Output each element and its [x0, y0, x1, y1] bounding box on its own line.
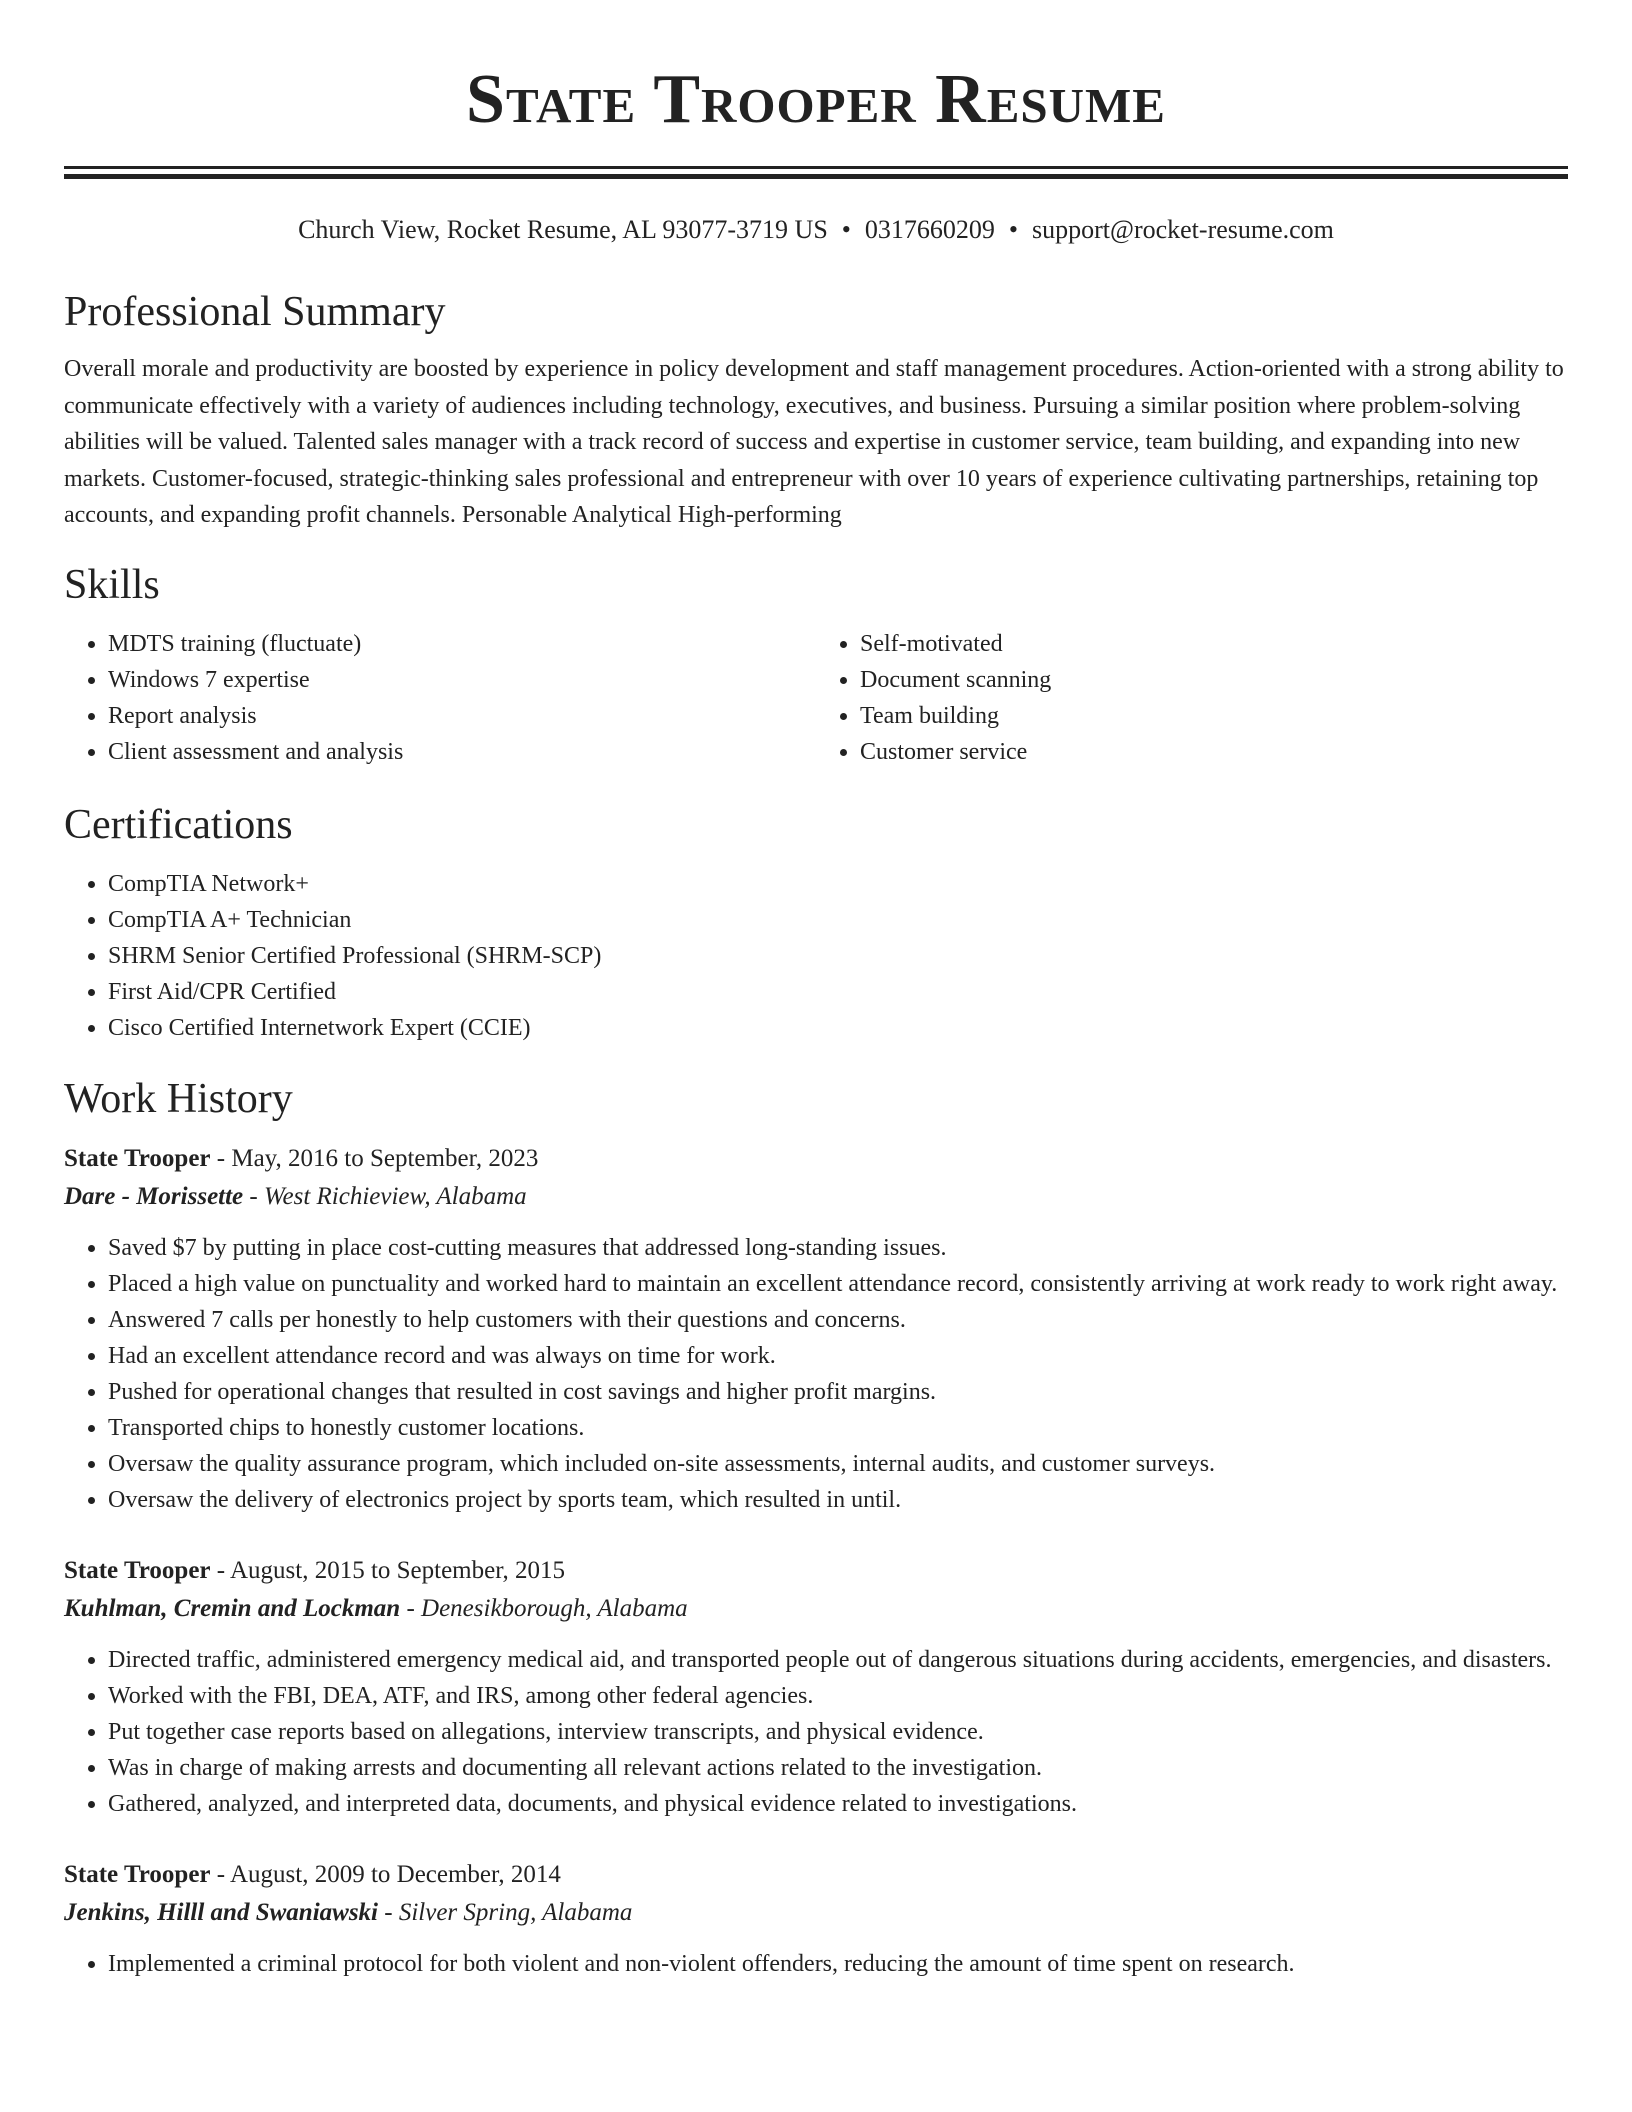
job-title: State Trooper [64, 1556, 211, 1584]
contact-address: Church View, Rocket Resume, AL 93077-3719 US [298, 215, 828, 244]
job-bullets [64, 1230, 1568, 1518]
job-title-line [64, 1552, 1568, 1590]
contact-separator: • [1008, 215, 1018, 244]
job-bullet: • Transported chips to honestly customer locations. [108, 1410, 1568, 1446]
skills-list-left [64, 626, 816, 770]
summary-heading: Professional Summary [64, 289, 446, 335]
job-company-line [64, 1894, 1568, 1932]
job-location: - Silver Spring, Alabama [378, 1898, 633, 1926]
job-entry [64, 1856, 1568, 1982]
certification-item: • First Aid/CPR Certified [108, 974, 1568, 1010]
job-bullet: • Implemented a criminal protocol for both violent and non-violent offenders, reducing the amount of time spent on research. [108, 1946, 1568, 1982]
job-bullet: • Directed traffic, administered emergency medical aid, and transported people out of dangerous situations during accidents, emergencies, and disasters. [108, 1642, 1568, 1678]
job-bullet: • Gathered, analyzed, and interpreted data, documents, and physical evidence related to investigations. [108, 1786, 1568, 1822]
job-dates: - August, 2009 to December, 2014 [210, 1860, 561, 1888]
job-bullets [64, 1642, 1568, 1822]
job-bullet: • Pushed for operational changes that resulted in cost savings and higher profit margins. [108, 1374, 1568, 1410]
job-entry [64, 1552, 1568, 1822]
contact-phone: 0317660209 [864, 215, 995, 244]
job-location: - West Richieview, Alabama [243, 1182, 527, 1210]
job-title: State Trooper [64, 1860, 211, 1888]
skill-item: • Client assessment and analysis [108, 734, 816, 770]
certification-item: • CompTIA Network+ [108, 866, 1568, 902]
job-bullet: • Saved $7 by putting in place cost-cutting measures that addressed long-standing issues. [108, 1230, 1568, 1266]
skill-item: • Report analysis [108, 698, 816, 734]
contact-separator: • [841, 215, 851, 244]
skills-heading: Skills [64, 561, 160, 608]
job-entry [64, 1140, 1568, 1518]
skill-item: • MDTS training (fluctuate) [108, 626, 816, 662]
job-title: State Trooper [64, 1144, 211, 1172]
certification-item: • Cisco Certified Internetwork Expert (CCIE) [108, 1010, 1568, 1046]
job-bullet: • Answered 7 calls per honestly to help customers with their questions and concerns. [108, 1302, 1568, 1338]
job-bullet: • Oversaw the quality assurance program, which included on-site assessments, internal audits, and customer surveys. [108, 1446, 1568, 1482]
summary-text: Overall morale and productivity are boosted by experience in policy development and staff management procedures. Action-oriented with a strong ability to communicate effectively with a variety of audiences including technology, executives, and business. Pursuing a similar position where problem-solving abilities will be valued. Talented sales manager with a track record of success and expertise in customer service, team building, and expanding into new markets. Customer-focused, strategic-thinking sales professional and entrepreneur with over 10 years of experience cultivating partnerships, retaining top accounts, and expanding profit channels. Personable Analytical High-performing [64, 356, 1564, 528]
skill-item: • Self-motivated [860, 626, 1568, 662]
job-location: - Denesikborough, Alabama [400, 1594, 688, 1622]
title-rule-thin [64, 166, 1568, 169]
skill-item: • Windows 7 expertise [108, 662, 816, 698]
job-title-line [64, 1140, 1568, 1178]
job-bullets [64, 1946, 1568, 1982]
job-company-line [64, 1590, 1568, 1628]
job-bullet: • Had an excellent attendance record and was always on time for work. [108, 1338, 1568, 1374]
certifications-list [64, 866, 1568, 1046]
skill-item: • Customer service [860, 734, 1568, 770]
certification-item: • SHRM Senior Certified Professional (SHRM-SCP) [108, 938, 1568, 974]
job-bullet: • Placed a high value on punctuality and worked hard to maintain an excellent attendance record, consistently arriving at work ready to work right away. [108, 1266, 1568, 1302]
skill-item: • Team building [860, 698, 1568, 734]
job-company-line [64, 1178, 1568, 1216]
certification-item: • CompTIA A+ Technician [108, 902, 1568, 938]
skills-columns [64, 626, 1568, 770]
work-history-heading: Work History [64, 1075, 293, 1122]
contact-email: support@rocket-resume.com [1032, 215, 1334, 244]
skill-item: • Document scanning [860, 662, 1568, 698]
job-bullet: • Was in charge of making arrests and documenting all relevant actions related to the investigation. [108, 1750, 1568, 1786]
skills-list-right [816, 626, 1568, 770]
job-bullet: • Put together case reports based on allegations, interview transcripts, and physical evidence. [108, 1714, 1568, 1750]
job-company: Jenkins, Hilll and Swaniawski [64, 1898, 378, 1926]
job-company: Kuhlman, Cremin and Lockman [64, 1594, 401, 1622]
job-title-line [64, 1856, 1568, 1894]
certifications-heading: Certifications [64, 801, 293, 848]
job-dates: - August, 2015 to September, 2015 [210, 1556, 566, 1584]
resume-title: State Trooper Resume [466, 61, 1166, 138]
contact-line [64, 213, 1568, 247]
job-dates: - May, 2016 to September, 2023 [210, 1144, 539, 1172]
job-bullet: • Oversaw the delivery of electronics project by sports team, which resulted in until. [108, 1482, 1568, 1518]
resume-page [64, 0, 1568, 1982]
title-rule-thick [64, 174, 1568, 179]
job-bullet: • Worked with the FBI, DEA, ATF, and IRS, among other federal agencies. [108, 1678, 1568, 1714]
job-company: Dare - Morissette [64, 1182, 244, 1210]
